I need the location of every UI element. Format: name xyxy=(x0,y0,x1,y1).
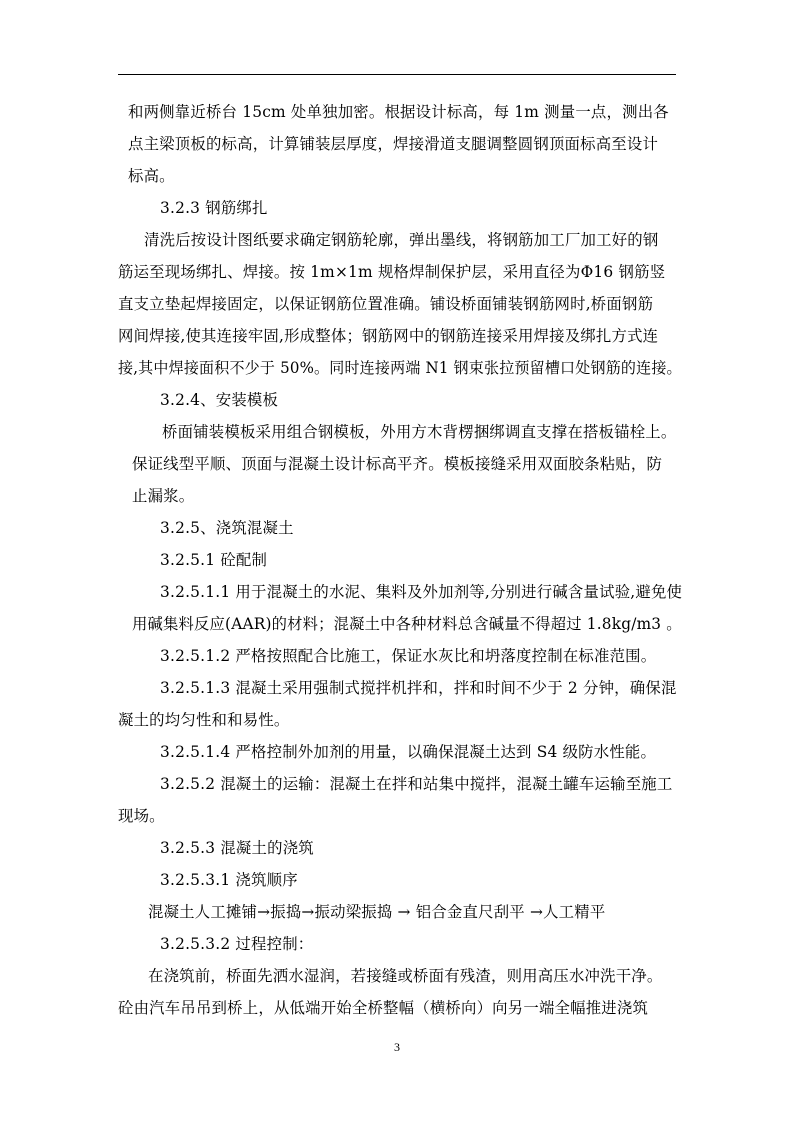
text-line: 3.2.5.1.4 严格控制外加剂的用量，以确保混凝土达到 S4 级防水性能。 xyxy=(160,743,657,761)
text-line: 和两侧靠近桥台 15cm 处单独加密。根据设计标高，每 1m 测量一点，测出各 xyxy=(128,103,669,121)
text-line: 止漏浆。 xyxy=(132,487,195,505)
text-line: 网间焊接,使其连接牢固,形成整体；钢筋网中的钢筋连接采用焊接及绑扎方式连 xyxy=(118,327,659,345)
page-number: 3 xyxy=(394,1040,400,1054)
text-line: 3.2.5.1.2 严格按照配合比施工，保证水灰比和坍落度控制在标准范围。 xyxy=(160,647,657,665)
text-line: 保证线型平顺、顶面与混凝土设计标高平齐。模板接缝采用双面胶条粘贴，防 xyxy=(132,455,663,473)
section-heading: 3.2.3 钢筋绑扎 xyxy=(160,199,268,217)
text-line: 砼由汽车吊吊到桥上，从低端开始全桥整幅（横桥向）向另一端全幅推进浇筑 xyxy=(118,999,649,1017)
text-line: 现场。 xyxy=(118,807,165,825)
text-line: 筋运至现场绑扎、焊接。按 1m×1m 规格焊制保护层，采用直径为Φ16 钢筋竖 xyxy=(118,263,666,281)
text-line: 点主梁顶板的标高，计算铺装层厚度，焊接滑道支腿调整圆钢顶面标高至设计 xyxy=(128,135,659,153)
section-heading: 3.2.5.3 混凝土的浇筑 xyxy=(160,839,314,857)
text-line: 3.2.5.1.1 用于混凝土的水泥、集料及外加剂等,分别进行碱含量试验,避免使 xyxy=(160,583,683,601)
process-flow: 混凝土人工摊铺→振捣→振动梁振捣 → 铝合金直尺刮平 →人工精平 xyxy=(148,903,606,921)
section-heading: 3.2.5、浇筑混凝土 xyxy=(160,519,294,537)
text-line: 用碱集料反应(AAR)的材料；混凝土中各种材料总含碱量不得超过 1.8kg/m3 。 xyxy=(132,615,682,633)
text-line: 接,其中焊接面积不少于 50%。同时连接两端 N1 钢束张拉预留槽口处钢筋的连接。 xyxy=(118,359,682,377)
header-rule xyxy=(118,74,676,75)
text-line: 3.2.5.2 混凝土的运输：混凝土在拌和站集中搅拌，混凝土罐车运输至施工 xyxy=(160,775,673,793)
section-heading: 3.2.5.1 砼配制 xyxy=(160,551,268,569)
section-heading: 3.2.4、安装模板 xyxy=(160,391,279,409)
text-line: 桥面铺装模板采用组合钢模板，外用方木背楞捆绑调直支撑在搭板锚栓上。 xyxy=(162,423,677,441)
section-heading: 3.2.5.3.1 浇筑顺序 xyxy=(160,871,298,889)
text-line: 3.2.5.1.3 混凝土采用强制式搅拌机拌和，拌和时间不少于 2 分钟，确保混 xyxy=(160,679,677,697)
text-line: 直支立垫起焊接固定，以保证钢筋位置准确。铺设桥面铺装钢筋网时,桥面钢筋 xyxy=(118,295,654,313)
text-line: 在浇筑前，桥面先洒水湿润，若接缝或桥面有残渣，则用高压水冲洗干净。 xyxy=(148,967,663,985)
text-line: 标高。 xyxy=(128,167,175,185)
section-heading: 3.2.5.3.2 过程控制： xyxy=(160,935,314,953)
text-line: 凝土的均匀性和和易性。 xyxy=(118,711,290,729)
text-line: 清洗后按设计图纸要求确定钢筋轮廓，弹出墨线，将钢筋加工厂加工好的钢 xyxy=(144,231,659,249)
